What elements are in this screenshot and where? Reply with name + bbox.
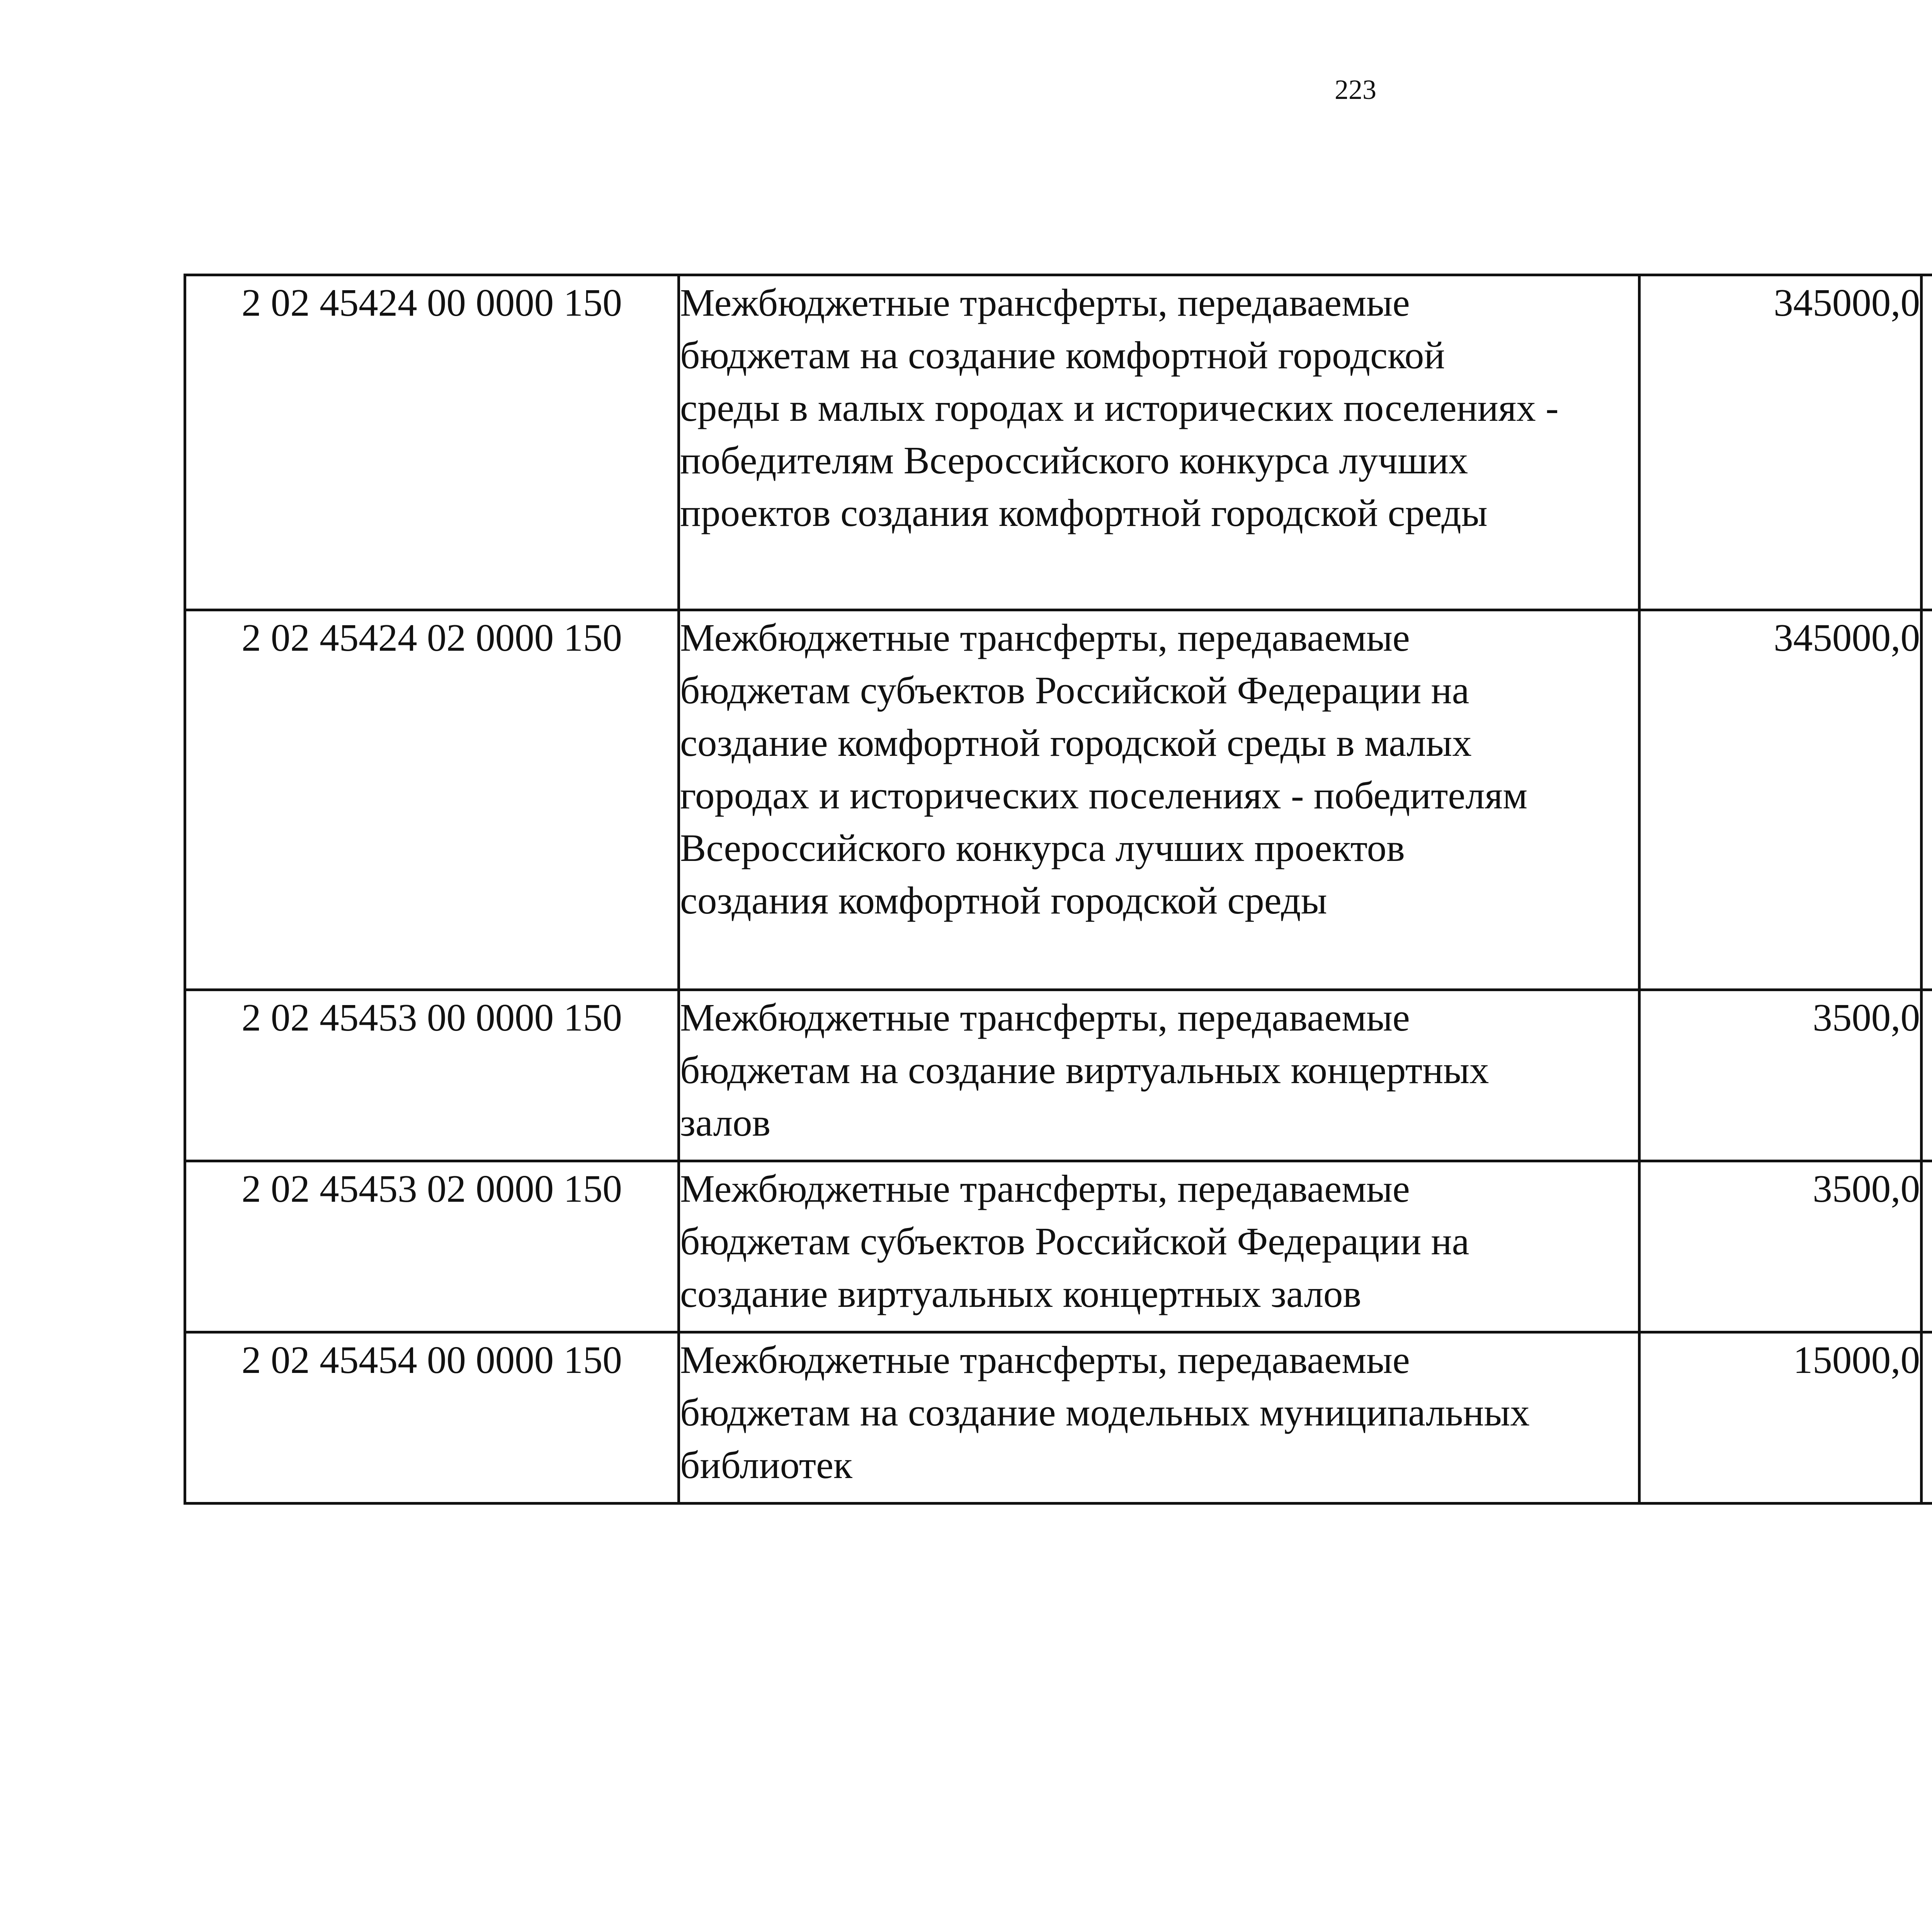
empty-cell	[1922, 610, 1932, 990]
description-line: Межбюджетные трансферты, передаваемые	[680, 1167, 1410, 1210]
page-number: 223	[1335, 74, 1376, 105]
description-line: бюджетам на создание виртуальных концертных	[680, 1048, 1489, 1092]
empty-cell	[1922, 1161, 1932, 1332]
description-line: Межбюджетные трансферты, передаваемые	[680, 616, 1410, 659]
amount-cell: 15000,0	[1639, 1332, 1922, 1504]
table-row	[185, 1332, 1932, 1504]
amount-cell: 345000,0	[1639, 610, 1922, 990]
budget-table	[184, 274, 1932, 1505]
description-line: Межбюджетные трансферты, передаваемые	[680, 1338, 1410, 1381]
budget-code-cell: 2 02 45453 00 0000 150	[185, 990, 679, 1161]
description-line: Межбюджетные трансферты, передаваемые	[680, 281, 1410, 324]
description-line: библиотек	[680, 1443, 852, 1487]
description-line: бюджетам субъектов Российской Федерации на	[680, 668, 1469, 712]
description-cell	[679, 1161, 1639, 1332]
budget-code-cell: 2 02 45454 00 0000 150	[185, 1332, 679, 1504]
table-row	[185, 610, 1932, 990]
description-line: создания комфортной городской среды	[680, 879, 1327, 922]
description-line: Межбюджетные трансферты, передаваемые	[680, 996, 1410, 1039]
empty-cell	[1922, 275, 1932, 610]
description-line: создание комфортной городской среды в малых	[680, 721, 1472, 764]
description-line: городах и исторических поселениях - победителям	[680, 774, 1528, 817]
description-cell	[679, 1332, 1639, 1504]
description-line: создание виртуальных концертных залов	[680, 1272, 1362, 1315]
amount-cell: 3500,0	[1639, 1161, 1922, 1332]
budget-code-cell: 2 02 45424 02 0000 150	[185, 610, 679, 990]
description-line: победителям Всероссийского конкурса лучших	[680, 439, 1468, 482]
budget-code-cell: 2 02 45453 02 0000 150	[185, 1161, 679, 1332]
description-line: проектов создания комфортной городской среды	[680, 491, 1488, 534]
description-cell	[679, 990, 1639, 1161]
amount-cell: 345000,0	[1639, 275, 1922, 610]
amount-cell: 3500,0	[1639, 990, 1922, 1161]
description-line: бюджетам субъектов Российской Федерации на	[680, 1220, 1469, 1263]
empty-cell	[1922, 1332, 1932, 1504]
budget-code-cell: 2 02 45424 00 0000 150	[185, 275, 679, 610]
table-row	[185, 1161, 1932, 1332]
description-cell	[679, 610, 1639, 990]
empty-cell	[1922, 990, 1932, 1161]
table-row	[185, 275, 1932, 610]
description-line: среды в малых городах и исторических поселениях -	[680, 386, 1559, 429]
description-line: бюджетам на создание комфортной городской	[680, 333, 1445, 377]
description-cell	[679, 275, 1639, 610]
description-line: залов	[680, 1101, 771, 1144]
description-line: бюджетам на создание модельных муниципальных	[680, 1391, 1530, 1434]
description-line: Всероссийского конкурса лучших проектов	[680, 826, 1405, 869]
table-row	[185, 990, 1932, 1161]
